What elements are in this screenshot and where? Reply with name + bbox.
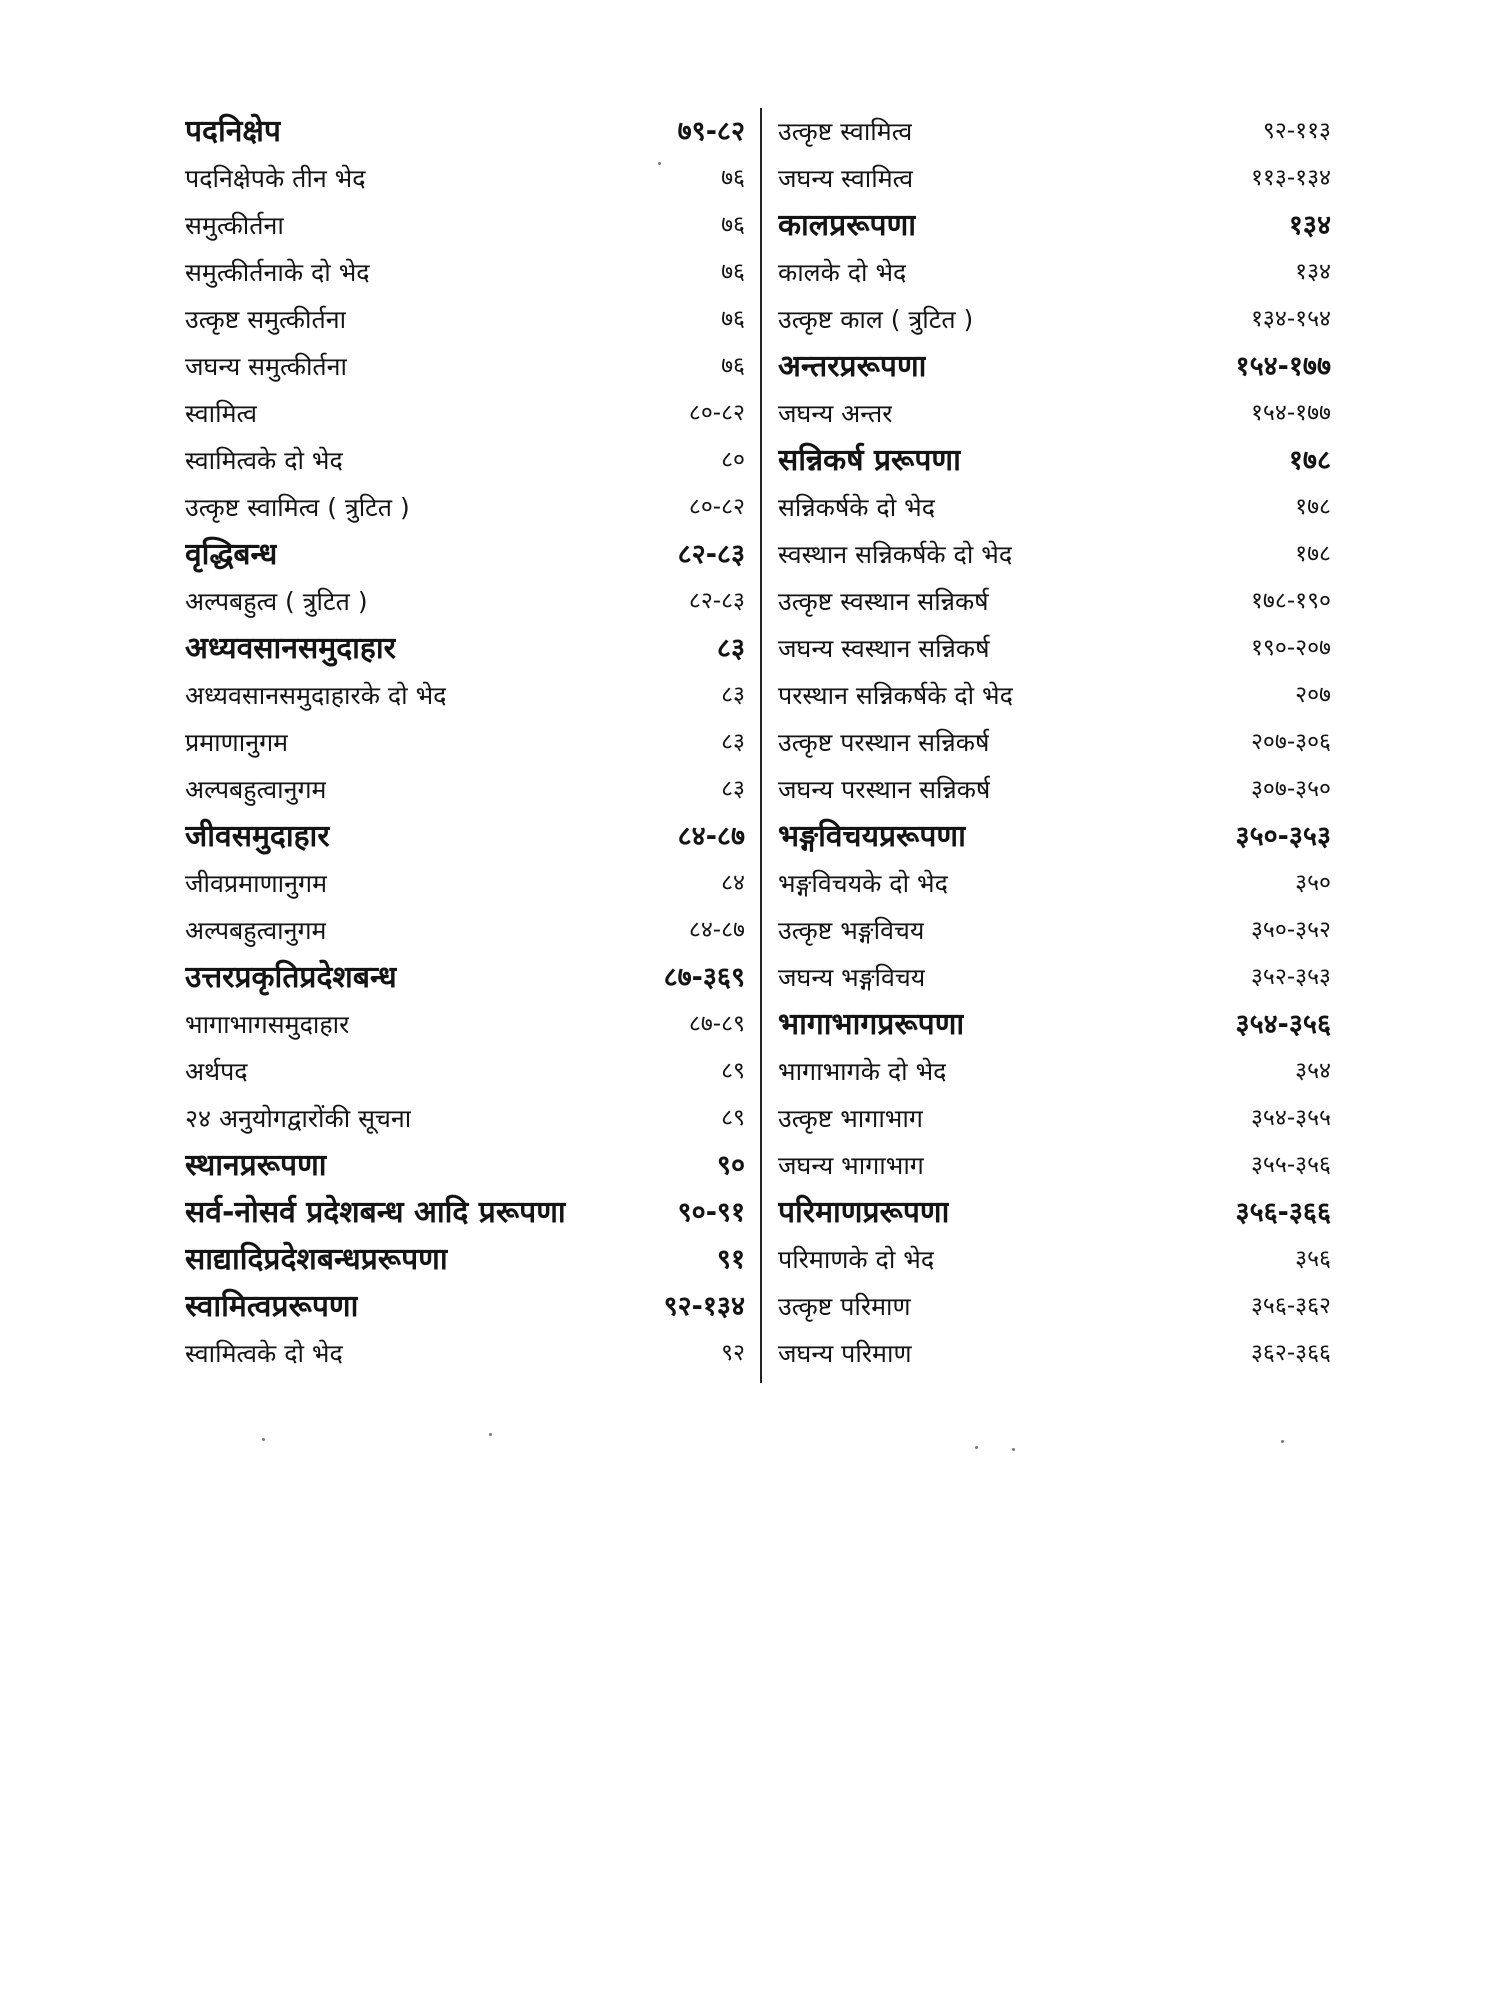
page-range: ३५४: [1295, 1058, 1331, 1084]
section-title: उत्तरप्रकृतिप्रदेशबन्ध: [185, 960, 397, 995]
index-entry-row: [778, 1142, 1331, 1189]
page-range: ८९: [721, 1058, 745, 1084]
page-range: ३५०-३५३: [1235, 821, 1331, 852]
page-range: ८७-३६९: [663, 962, 745, 993]
entry-title: अल्पबहुत्व ( त्रुटित ): [185, 587, 368, 616]
page-range: ३०७-३५०: [1250, 776, 1331, 802]
section-title: पदनिक्षेप: [185, 114, 281, 149]
section-title: स्थानप्ररूपणा: [185, 1148, 327, 1183]
page-range: ९२-११३: [1262, 118, 1331, 144]
entry-title: परिमाणके दो भेद: [778, 1245, 935, 1274]
index-heading-row: [778, 343, 1331, 390]
page-range: ८३: [721, 776, 745, 802]
index-entry-row: [778, 578, 1331, 625]
page-range: ८४: [721, 870, 745, 896]
page-range: ९१: [716, 1244, 745, 1275]
entry-title: जघन्य स्वामित्व: [778, 164, 914, 193]
index-entry-row: [185, 1001, 745, 1048]
scan-speck: [658, 162, 661, 165]
page-range: ८३: [716, 633, 745, 664]
entry-title: उत्कृष्ट परस्थान सन्निकर्ष: [778, 728, 990, 757]
page-range: ३५०: [1295, 870, 1331, 896]
index-heading-row: [185, 108, 745, 155]
entry-title: स्वामित्वके दो भेद: [185, 1339, 343, 1368]
entry-title: जघन्य परिमाण: [778, 1339, 912, 1368]
section-title: सन्निकर्ष प्ररूपणा: [778, 443, 961, 478]
index-entry-row: [778, 531, 1331, 578]
entry-title: पदनिक्षेपके तीन भेद: [185, 164, 366, 193]
index-entry-row: [778, 625, 1331, 672]
page-range: ७६: [721, 353, 745, 379]
index-entry-row: [778, 672, 1331, 719]
index-heading-row: [778, 813, 1331, 860]
index-heading-row: [185, 1283, 745, 1330]
scan-speck: [1012, 1448, 1015, 1451]
section-title: वृद्धिबन्ध: [185, 537, 278, 572]
index-heading-row: [185, 954, 745, 1001]
entry-title: अल्पबहुत्वानुगम: [185, 916, 327, 945]
entry-title: उत्कृष्ट परिमाण: [778, 1292, 911, 1321]
page-range: ८२-८३: [688, 588, 745, 614]
page-range: ८२-८३: [677, 539, 745, 570]
index-heading-row: [185, 625, 745, 672]
entry-title: प्रमाणानुगम: [185, 728, 289, 757]
page-range: ३५६: [1295, 1246, 1331, 1272]
index-heading-row: [185, 1189, 745, 1236]
index-entry-row: [778, 1283, 1331, 1330]
index-entry-row: [185, 766, 745, 813]
right-index-column: [778, 108, 1331, 1377]
entry-title: भागाभागके दो भेद: [778, 1057, 947, 1086]
index-entry-row: [185, 1048, 745, 1095]
index-heading-row: [185, 813, 745, 860]
entry-title: स्वामित्वके दो भेद: [185, 446, 343, 475]
page-range: १५४-१७७: [1235, 351, 1331, 382]
index-entry-row: [185, 672, 745, 719]
index-entry-row: [778, 390, 1331, 437]
index-entry-row: [778, 484, 1331, 531]
index-entry-row: [185, 343, 745, 390]
entry-title: स्वस्थान सन्निकर्षके दो भेद: [778, 540, 1013, 569]
index-entry-row: [778, 766, 1331, 813]
scan-speck: [1281, 1440, 1284, 1443]
page-range: ८९: [721, 1105, 745, 1131]
section-title: कालप्ररूपणा: [778, 208, 917, 243]
page-range: ७९-८२: [677, 116, 745, 147]
entry-title: भागाभागसमुदाहार: [185, 1010, 350, 1039]
page-range: ८४-८७: [688, 917, 745, 943]
page-range: ८०-८२: [688, 494, 745, 520]
index-entry-row: [185, 907, 745, 954]
section-title: अन्तरप्ररूपणा: [778, 349, 927, 384]
page-range: १७८: [1288, 445, 1331, 476]
index-entry-row: [778, 1236, 1331, 1283]
page-range: १५४-१७७: [1250, 400, 1331, 426]
page-range: १३४: [1295, 259, 1331, 285]
entry-title: उत्कृष्ट स्वस्थान सन्निकर्ष: [778, 587, 989, 616]
page-range: २०७-३०६: [1250, 729, 1331, 755]
index-heading-row: [185, 1236, 745, 1283]
page-range: ८३: [721, 729, 745, 755]
left-index-column: [185, 108, 745, 1377]
page-range: ३५४-३५६: [1235, 1009, 1331, 1040]
entry-title: जघन्य अन्तर: [778, 399, 893, 428]
page-range: १७८-१९०: [1250, 588, 1331, 614]
entry-title: स्वामित्व: [185, 399, 258, 428]
page-range: ९०: [716, 1150, 745, 1181]
index-heading-row: [185, 531, 745, 578]
index-entry-row: [185, 1330, 745, 1377]
index-entry-row: [185, 437, 745, 484]
page-range: ३६२-३६६: [1250, 1340, 1331, 1366]
index-entry-row: [778, 1330, 1331, 1377]
scan-speck: [262, 1438, 265, 1441]
column-divider: [760, 108, 762, 1383]
index-entry-row: [778, 1048, 1331, 1095]
page-range: ३५०-३५२: [1250, 917, 1331, 943]
entry-title: कालके दो भेद: [778, 258, 907, 287]
index-entry-row: [778, 108, 1331, 155]
page-range: ८०: [721, 447, 745, 473]
page-range: ९२-१३४: [663, 1291, 745, 1322]
section-title: भागाभागप्ररूपणा: [778, 1007, 965, 1042]
page-range: १९०-२०७: [1250, 635, 1331, 661]
entry-title: अध्यवसानसमुदाहारके दो भेद: [185, 681, 447, 710]
page-range: १७८: [1295, 541, 1331, 567]
index-entry-row: [778, 860, 1331, 907]
page-range: ९०-९१: [677, 1197, 745, 1228]
index-entry-row: [185, 719, 745, 766]
index-entry-row: [185, 249, 745, 296]
scan-speck: [489, 1433, 492, 1436]
entry-title: अर्थपद: [185, 1057, 248, 1086]
index-heading-row: [778, 1189, 1331, 1236]
entry-title: सन्निकर्षके दो भेद: [778, 493, 935, 522]
index-entry-row: [185, 860, 745, 907]
scan-speck: [975, 1446, 978, 1449]
entry-title: जघन्य समुत्कीर्तना: [185, 352, 348, 381]
entry-title: समुत्कीर्तना: [185, 211, 284, 240]
entry-title: समुत्कीर्तनाके दो भेद: [185, 258, 370, 287]
entry-title: उत्कृष्ट समुत्कीर्तना: [185, 305, 347, 334]
entry-title: उत्कृष्ट काल ( त्रुटित ): [778, 305, 974, 334]
index-entry-row: [185, 155, 745, 202]
entry-title: जघन्य परस्थान सन्निकर्ष: [778, 775, 991, 804]
entry-title: उत्कृष्ट स्वामित्व: [778, 117, 913, 146]
entry-title: भङ्गविचयके दो भेद: [778, 869, 948, 898]
page-range: ८०-८२: [688, 400, 745, 426]
page-range: ७६: [721, 212, 745, 238]
entry-title: २४ अनुयोगद्वारोंकी सूचना: [185, 1104, 412, 1133]
index-heading-row: [778, 437, 1331, 484]
page-range: ३५२-३५३: [1250, 964, 1331, 990]
page-range: ३५६-३६२: [1250, 1293, 1331, 1319]
entry-title: उत्कृष्ट स्वामित्व ( त्रुटित ): [185, 493, 410, 522]
index-entry-row: [778, 907, 1331, 954]
entry-title: जघन्य भङ्गविचय: [778, 963, 926, 992]
page-range: ८३: [721, 682, 745, 708]
entry-title: अल्पबहुत्वानुगम: [185, 775, 327, 804]
page-range: ८४-८७: [677, 821, 745, 852]
index-entry-row: [778, 954, 1331, 1001]
page-range: १३४-१५४: [1250, 306, 1331, 332]
page-range: ७६: [721, 259, 745, 285]
index-heading-row: [778, 1001, 1331, 1048]
section-title: सर्व-नोसर्व प्रदेशबन्ध आदि प्ररूपणा: [185, 1195, 566, 1230]
index-entry-row: [778, 719, 1331, 766]
index-entry-row: [778, 249, 1331, 296]
page-range: ११३-१३४: [1250, 165, 1331, 191]
page-range: ३५४-३५५: [1250, 1105, 1331, 1131]
entry-title: जघन्य भागाभाग: [778, 1151, 924, 1180]
page-range: ३५६-३६६: [1235, 1197, 1331, 1228]
section-title: जीवसमुदाहार: [185, 819, 330, 854]
page-range: २०७: [1295, 682, 1331, 708]
index-entry-row: [185, 1095, 745, 1142]
index-entry-row: [185, 296, 745, 343]
section-title: परिमाणप्ररूपणा: [778, 1195, 950, 1230]
index-entry-row: [778, 1095, 1331, 1142]
index-entry-row: [778, 155, 1331, 202]
index-heading-row: [778, 202, 1331, 249]
entry-title: उत्कृष्ट भङ्गविचय: [778, 916, 925, 945]
section-title: साद्यादिप्रदेशबन्धप्ररूपणा: [185, 1242, 448, 1277]
section-title: स्वामित्वप्ररूपणा: [185, 1289, 359, 1324]
entry-title: जीवप्रमाणानुगम: [185, 869, 328, 898]
index-heading-row: [185, 1142, 745, 1189]
page-range: ८७-८९: [688, 1011, 745, 1037]
page-range: ७६: [721, 306, 745, 332]
page-range: १७८: [1295, 494, 1331, 520]
entry-title: परस्थान सन्निकर्षके दो भेद: [778, 681, 1013, 710]
section-title: अध्यवसानसमुदाहार: [185, 631, 396, 666]
page-range: ३५५-३५६: [1250, 1152, 1331, 1178]
page-range: ७६: [721, 165, 745, 191]
index-entry-row: [185, 484, 745, 531]
section-title: भङ्गविचयप्ररूपणा: [778, 819, 966, 854]
index-entry-row: [185, 390, 745, 437]
page-range: ९२: [721, 1340, 745, 1366]
index-entry-row: [185, 578, 745, 625]
entry-title: जघन्य स्वस्थान सन्निकर्ष: [778, 634, 990, 663]
entry-title: उत्कृष्ट भागाभाग: [778, 1104, 923, 1133]
page-range: १३४: [1288, 210, 1331, 241]
index-entry-row: [185, 202, 745, 249]
index-entry-row: [778, 296, 1331, 343]
